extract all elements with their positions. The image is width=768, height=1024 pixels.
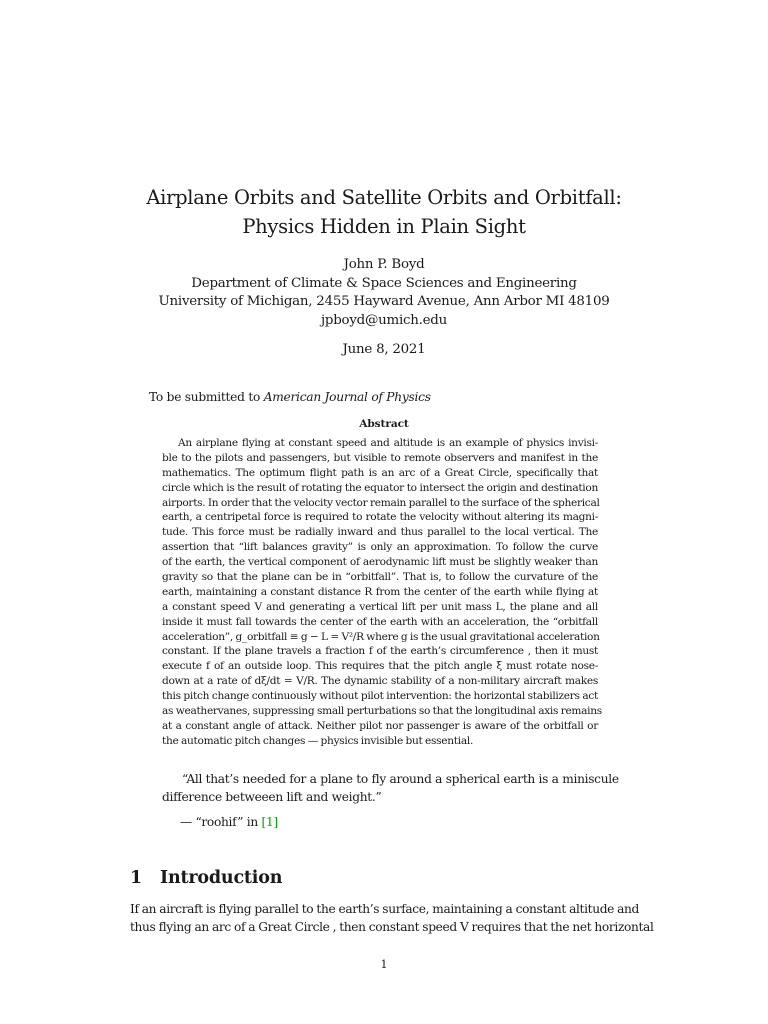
author-email: jpboyd@umich.edu bbox=[321, 312, 447, 328]
abstract-line: at a constant angle of attack. Neither pilot nor passenger is aware of the orbitfall or bbox=[162, 719, 598, 732]
abstract-heading: Abstract bbox=[359, 418, 409, 430]
paper-title bbox=[0, 183, 768, 241]
abstract-line: gravity so that the plane can be in “orbitfall”. That is, to follow the curvature of the bbox=[162, 571, 598, 584]
abstract-line: tude. This force must be radially inward and thus parallel to the local vertical. The bbox=[162, 526, 598, 539]
quote-attribution bbox=[180, 815, 278, 829]
journal-name: American Journal of Physics bbox=[263, 390, 431, 404]
abstract-line: An airplane flying at constant speed and altitude is an example of physics invisi- bbox=[178, 437, 598, 449]
submission-prefix: To be submitted to bbox=[149, 390, 264, 404]
body-line: thus flying an arc of a Great Circle , then constant speed V requires that the net horizontal bbox=[130, 919, 654, 934]
affiliation-address: University of Michigan, 2455 Hayward Avenue, Ann Arbor MI 48109 bbox=[158, 294, 610, 310]
abstract-line: the automatic pitch changes — physics invisible but essential. bbox=[162, 734, 474, 747]
quote-line: “All that’s needed for a plane to fly around a spherical earth is a miniscule bbox=[182, 772, 619, 786]
abstract-line: circle which is the result of rotating the equator to intersect the origin and destination bbox=[162, 481, 598, 494]
abstract-line: of the earth, the vertical component of aerodynamic lift must be slightly weaker than bbox=[162, 556, 598, 569]
title-line-1: Airplane Orbits and Satellite Orbits and Orbitfall: bbox=[146, 186, 622, 209]
section-heading bbox=[130, 868, 282, 888]
abstract-line: earth, maintaining a constant distance R from the center of the earth while flying at bbox=[162, 585, 598, 598]
abstract-line: earth, a centripetal force is required to rotate the velocity without altering its magni- bbox=[162, 511, 598, 524]
abstract-line: acceleration”, g_orbitfall ≡ g − L = V²/R where g is the usual gravitational acceleration bbox=[162, 630, 600, 643]
section-number: 1 bbox=[130, 868, 142, 888]
body-line: If an aircraft is flying parallel to the earth’s surface, maintaining a constant altitude and bbox=[130, 902, 640, 916]
title-line-2: Physics Hidden in Plain Sight bbox=[242, 215, 526, 238]
abstract-body bbox=[162, 436, 602, 749]
submission-note bbox=[149, 390, 431, 404]
citation-link[interactable]: [1] bbox=[261, 815, 278, 829]
affiliation-department: Department of Climate & Space Sciences and Engineering bbox=[191, 275, 577, 291]
page-number: 1 bbox=[380, 958, 388, 971]
author-block bbox=[0, 256, 768, 330]
abstract-line: constant. If the plane travels a fraction f of the earth’s circumference , then it must bbox=[162, 645, 598, 658]
abstract-line: airports. In order that the velocity vector remain parallel to the surface of the spherical bbox=[162, 496, 600, 509]
abstract-line: as weathervanes, suppressing small perturbations so that the longitudinal axis remains bbox=[162, 705, 602, 718]
abstract-line: execute f of an outside loop. This requires that the pitch angle ξ must rotate nose- bbox=[162, 660, 598, 673]
abstract-line: mathematics. The optimum flight path is an arc of a Great Circle, specifically that bbox=[162, 466, 598, 479]
abstract-line: down at a rate of dξ/dt = V/R. The dynamic stability of a non-military aircraft makes bbox=[162, 675, 598, 688]
attribution-text: — “roohif” in bbox=[180, 815, 262, 829]
quote-line: difference betweeen lift and weight.” bbox=[162, 790, 382, 804]
abstract-line: a constant speed V and generating a vertical lift per unit mass L, the plane and all bbox=[162, 600, 598, 613]
section-body bbox=[130, 901, 654, 936]
epigraph-quote bbox=[162, 770, 619, 806]
abstract-line: inside it must fall towards the center of the earth with an acceleration, the “orbitfall bbox=[162, 615, 598, 628]
abstract-line: this pitch change continuously without pilot intervention: the horizontal stabilizers act bbox=[162, 690, 598, 703]
section-title: Introduction bbox=[160, 868, 283, 888]
author-name: John P. Boyd bbox=[343, 257, 425, 272]
abstract-line: ble to the pilots and passengers, but visible to remote observers and manifest in the bbox=[162, 451, 598, 464]
abstract-line: assertion that “lift balances gravity” is only an approximation. To follow the curve bbox=[162, 541, 598, 554]
paper-date: June 8, 2021 bbox=[342, 342, 426, 357]
